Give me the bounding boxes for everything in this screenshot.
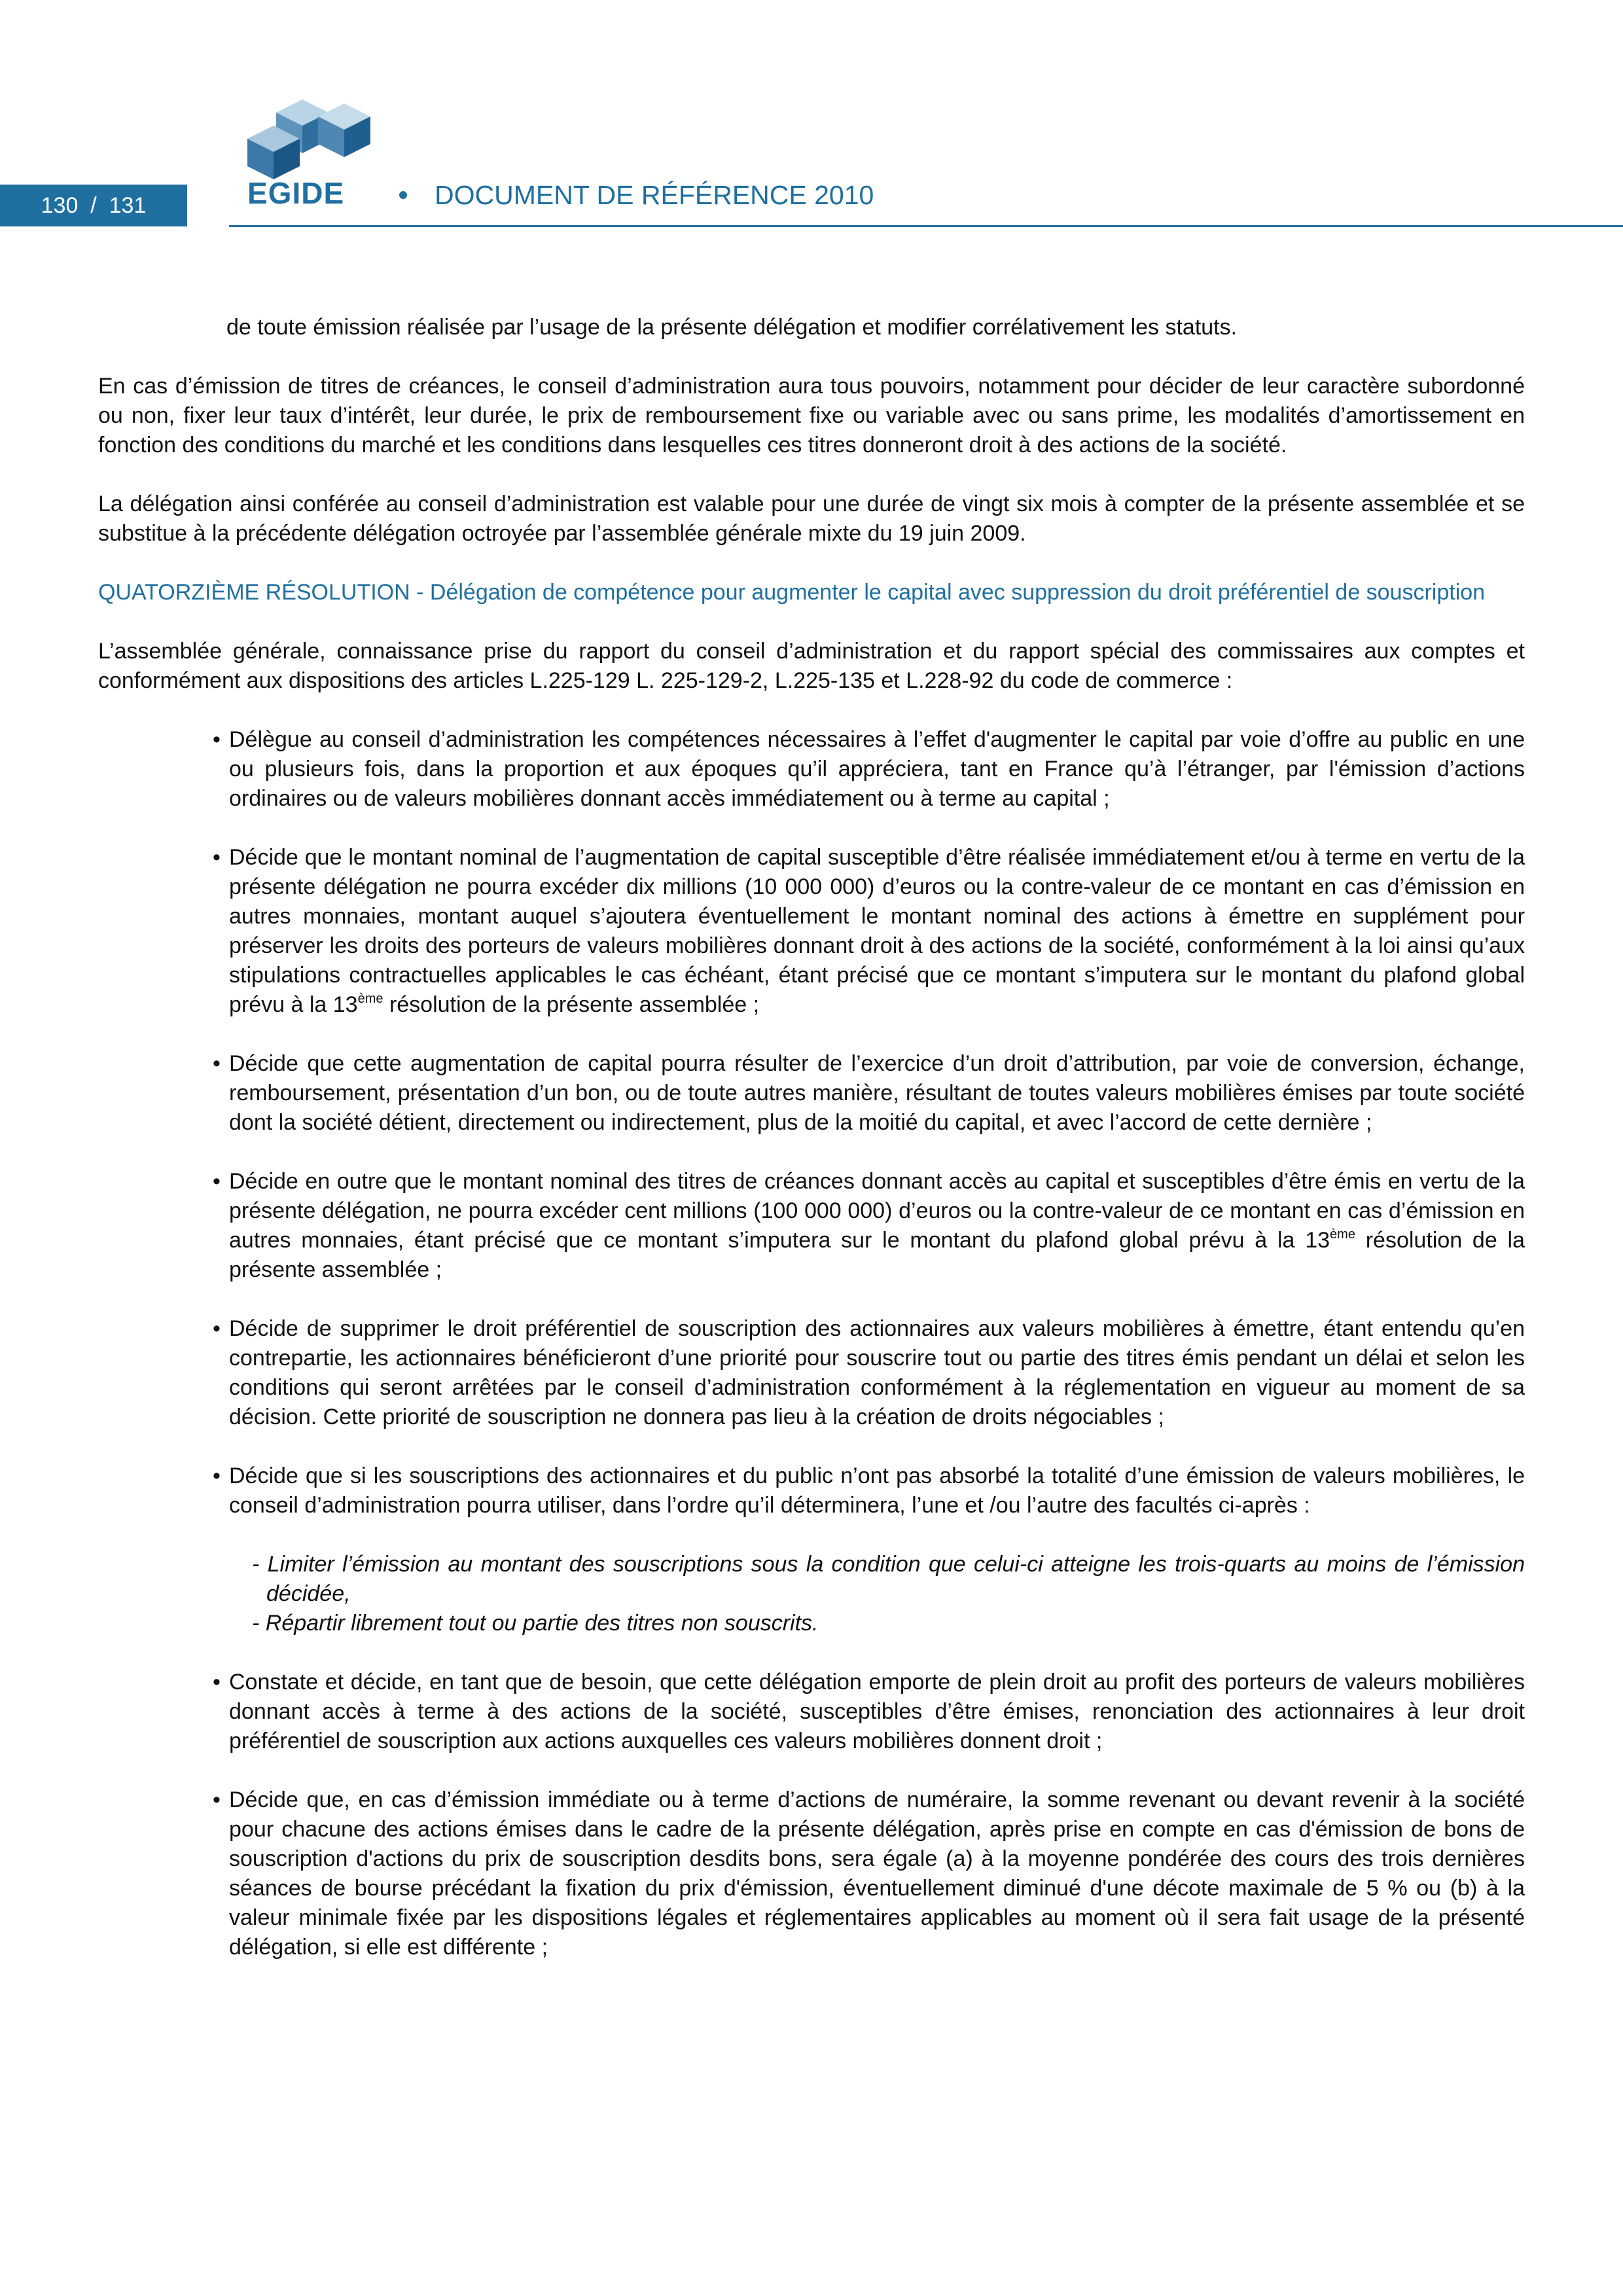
paragraph-debt-securities: En cas d’émission de titres de créances, le conseil d’administration aura tous pouvoirs, notamment pour décider de leur caractère subordonné ou non, fixer leur taux d’intérêt, leur durée, le prix de remboursement fixe ou variable avec ou sans prime, les modalités d’amortissement en fonction des conditions du marché et les conditions dans lesquelles ces titres donneront droit à des actions de la société. — [98, 374, 1525, 457]
bullet-dot: • — [213, 1169, 221, 1194]
paragraph-delegation-validity: La délégation ainsi conférée au conseil d’administration est valable pour une durée de vingt six mois à compter de la présente assemblée et se substitue à la précédente délégation octroyée par l’assemblée générale mixte du 19 juin 2009. — [98, 492, 1525, 546]
bullet-text: Constate et décide, en tant que de besoin, que cette délégation emporte de plein droit au profit des porteurs de valeurs mobilières donnant accès à terme à des actions de la société, susceptibles d’être émises, renonciation des actionnaires à leur droit préférentiel de souscription aux actions auxquelles ces valeurs mobilières donnent droit ; — [229, 1670, 1525, 1753]
bullet-item — [213, 725, 1525, 814]
bullet-item — [213, 1785, 1525, 1962]
page-total: 131 — [109, 193, 147, 218]
bullet-item — [213, 1314, 1525, 1432]
continued-paragraph: de toute émission réalisée par l’usage de la présente délégation et modifier corrélativement les statuts. — [226, 315, 1238, 340]
bullet-dot: • — [213, 1787, 221, 1812]
resolution-intro: L’assemblée générale, connaissance prise du rapport du conseil d’administration et du rapport spécial des commissaires aux comptes et conformément aux dispositions des articles L.225-129 L. 225-129-2, L.225-135 et L.228-92 du code de commerce : — [98, 639, 1525, 693]
bullet-text: Décide que le montant nominal de l’augmentation de capital susceptible d’être réalisée immédiatement et/ou à terme en vertu de la présente délégation ne pourra excéder dix millions (10 000 000) d’euros ou la contre-valeur de ce montant en cas d’émission en autres monnaies, montant auquel s’ajoutera éventuellement le montant nominal des actions à émettre en supplément pour préserver les droits des porteurs de valeurs mobilières donnant droit à des actions de la société, conformément à la loi ainsi qu’aux stipulations contractuelles applicables le cas échéant, étant précisé que ce montant s’imputera sur le montant du plafond global prévu à la 13 — [229, 845, 1525, 1017]
sub-item-text: Limiter l’émission au montant des souscriptions sous la condition que celui-ci atteigne les trois-quarts au moins de l’émission décidée, — [266, 1552, 1525, 1606]
bullet-text: Décide que cette augmentation de capital pourra résulter de l’exercice d’un droit d’attribution, par voie de conversion, échange, remboursement, présentation d’un bon, ou de toute autres manière, résultant de toutes valeurs mobilières émises par toute société dont la société détient, directement ou indirectement, plus de la moitié du capital, et avec l’accord de cette dernière ; — [229, 1051, 1525, 1135]
sub-item-text: Répartir librement tout ou partie des titres non souscrits. — [265, 1611, 819, 1636]
bullet-item — [213, 1167, 1525, 1285]
bullet-dot: • — [213, 727, 221, 752]
bullet-item — [213, 1462, 1525, 1520]
bullet-dot: • — [213, 845, 221, 870]
bullet-dot: • — [213, 1670, 221, 1695]
sub-item — [252, 1550, 1525, 1609]
brand-name: EGIDE — [247, 176, 345, 210]
bullet-item — [213, 843, 1525, 1020]
bullet-text-end: résolution de la présente assemblée ; — [229, 1228, 1525, 1282]
bullet-text: Décide en outre que le montant nominal des titres de créances donnant accès au capital et susceptibles d’être émis en vertu de la présente délégation, ne pourra excéder cent millions (100 000 000) d’euros ou la contre-valeur de ce montant en cas d’émission en autres monnaies, étant précisé que ce montant s’imputera sur le montant du plafond global prévu à la 13 — [229, 1169, 1525, 1253]
resolution-heading: QUATORZIÈME RÉSOLUTION - Délégation de compétence pour augmenter le capital avec suppression du droit préférentiel de souscription — [98, 580, 1486, 605]
ordinal-superscript: ème — [1330, 1227, 1355, 1242]
page-current: 130 — [41, 193, 79, 218]
sub-list — [98, 1550, 1525, 1638]
bullet-dot: • — [213, 1051, 221, 1076]
dash-marker: - — [252, 1611, 260, 1636]
page-content — [98, 313, 1525, 1992]
bullet-dot: • — [213, 1463, 221, 1488]
page-number-badge — [0, 185, 187, 226]
bullet-text-end: résolution de la présente assemblée ; — [383, 992, 760, 1017]
header-bullet-dot — [399, 191, 407, 199]
page-separator: / — [90, 193, 97, 218]
ordinal-superscript: ème — [357, 992, 383, 1006]
bullet-text: Délègue au conseil d’administration les compétences nécessaires à l’effet d'augmenter le capital par voie d’offre au public en une ou plusieurs fois, dans la proportion et aux époques qu’il appréciera, tant en France qu’à l’étranger, par l'émission d’actions ordinaires ou de valeurs mobilières donnant accès immédiatement ou à terme au capital ; — [229, 727, 1525, 811]
bullet-item — [213, 1668, 1525, 1756]
bullet-text: Décide que si les souscriptions des actionnaires et du public n’ont pas absorbé la totalité d’une émission de valeurs mobilières, le conseil d’administration pourra utiliser, dans l’ordre qu’il déterminera, l’une et /ou l’autre des facultés ci-après : — [229, 1463, 1525, 1518]
header-divider — [229, 225, 1623, 227]
sub-item — [252, 1609, 1525, 1638]
bullet-item — [213, 1049, 1525, 1138]
bullet-dot: • — [213, 1316, 221, 1341]
bullet-text: Décide que, en cas d’émission immédiate ou à terme d’actions de numéraire, la somme revenant ou devant revenir à la société pour chacune des actions émises dans le cadre de la présente délégation, après prise en compte en cas d'émission de bons de souscription d'actions du prix de souscription desdits bons, sera égale (a) à la moyenne pondérée des cours des trois dernières séances de bourse précédant la fixation du prix d'émission, éventuellement diminué d'une décote maximale de 5 % ou (b) à la valeur minimale fixée par les dispositions légales et réglementaires applicables au moment où il sera fait usage de la présenté délégation, si elle est différente ; — [229, 1787, 1525, 1960]
bullet-text: Décide de supprimer le droit préférentiel de souscription des actionnaires aux valeurs mobilières à émettre, étant entendu qu’en contrepartie, les actionnaires bénéficieront d’une priorité pour souscrire tout ou partie des titres émis pendant un délai et selon les conditions qui seront arrêtées par le conseil d’administration conformément à la réglementation en vigueur au moment de sa décision. Cette priorité de souscription ne donnera pas lieu à la création de droits négociables ; — [229, 1316, 1525, 1429]
dash-marker: - — [252, 1552, 260, 1577]
document-title: DOCUMENT DE RÉFÉRENCE 2010 — [435, 180, 874, 210]
